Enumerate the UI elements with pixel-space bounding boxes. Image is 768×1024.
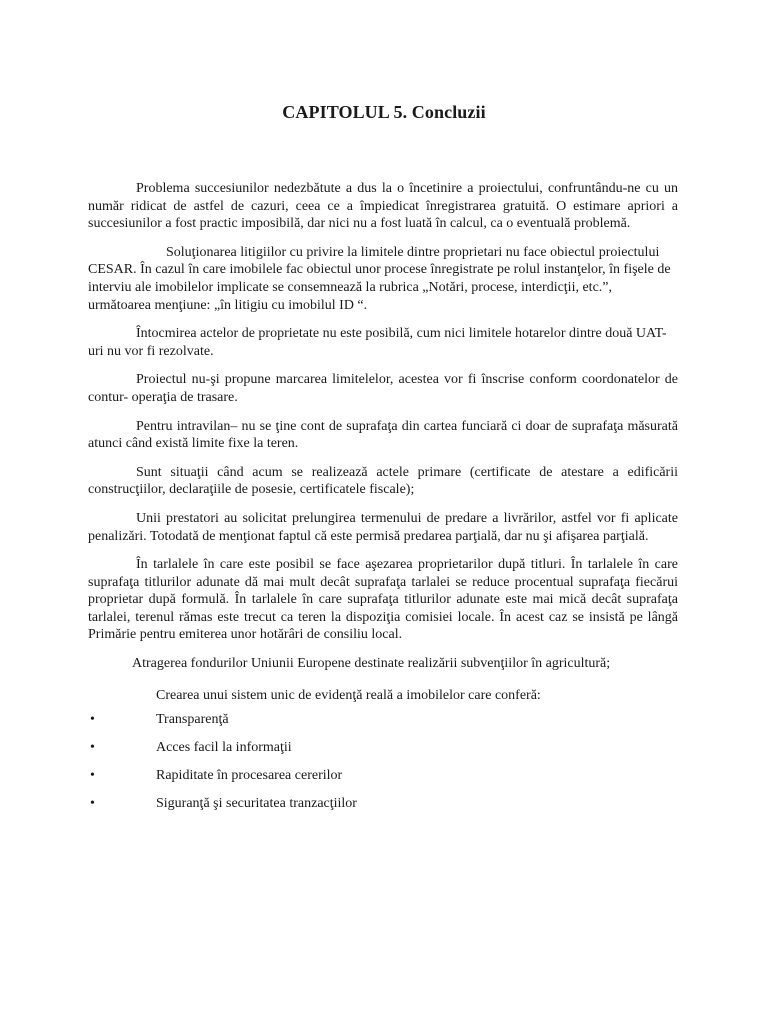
benefits-list (88, 711, 678, 823)
paragraph-intravilan: Pentru intravilan– nu se ţine cont de suprafaţa din cartea funciară ci doar de suprafaţa măsurată atunci când există limite fixe la teren. (88, 418, 678, 452)
paragraph-litigation: Soluţionarea litigiilor cu privire la limitele dintre proprietari nu face obiectul proiectului CESAR. În cazul în care imobilele fac obiectul unor procese înregistrate pe rolul instanţelor, în fişele de interviu ale imobilelor implicate se consemnează la rubrica „Notări, procese, interdicţii, etc.”, următoarea menţiune: „în litigiu cu imobilul ID “. (88, 244, 671, 313)
paragraph-property-acts: Întocmirea actelor de proprietate nu este posibilă, cum nici limitele hotarelor dintre două UAT-uri nu vor fi rezolvate. (88, 326, 667, 359)
chapter-title: CAPITOLUL 5. Concluzii (282, 102, 486, 122)
paragraph-primary-acts: Sunt situaţii când acum se realizează actele primare (certificate de atestare a edificării construcţiilor, declaraţiile de posesie, certificatele fiscale); (88, 464, 678, 498)
list-item-text: Rapiditate în procesarea cererilor (156, 768, 343, 784)
bullet-marker: • (90, 768, 95, 784)
list-item (88, 739, 678, 767)
list-item-text: Transparenţă (156, 712, 229, 728)
document-body (88, 180, 678, 823)
paragraph-eu-funds: Atragerea fondurilor Uniunii Europene destinate realizării subvenţiilor în agricultură; (132, 656, 611, 672)
bullet-marker: • (90, 740, 95, 756)
bullet-marker: • (90, 712, 95, 728)
paragraph-boundary-marking: Proiectul nu-şi propune marcarea limitelelor, acestea vor fi înscrise conform coordonatelor de contur- operaţia de trasare. (88, 372, 678, 405)
bullet-marker: • (90, 796, 95, 812)
list-item-text: Acces facil la informaţii (156, 740, 292, 756)
list-item (88, 767, 678, 795)
list-item (88, 711, 678, 739)
paragraph-contractors: Unii prestatori au solicitat prelungirea termenului de predare a livrărilor, astfel vor fi aplicate penalizări. Totodată de menţionat faptul că este permisă predarea parţială, dar nu şi afişarea parţială. (88, 510, 678, 544)
paragraph-succession: Problema succesiunilor nedezbătute a dus la o încetinire a proiectului, confruntându-ne cu un număr ridicat de astfel de cazuri, ceea ce a împiedicat înregistrarea gratuită. O estimare apriori a succesiunilor a fost practic imposibilă, dar nici nu a fost luată în calcul, ca o eventuală problemă. (88, 181, 678, 232)
list-item (88, 795, 678, 823)
paragraph-system-intro: Crearea unui sistem unic de evidenţă reală a imobilelor care conferă: (156, 687, 541, 703)
list-item-text: Siguranţă şi securitatea tranzacţiilor (156, 796, 357, 812)
paragraph-plots: În tarlalele în care este posibil se face aşezarea proprietarilor după titluri. În tarlalele în care suprafaţa titlurilor adunate dă mai mult decât suprafaţa tarlalei se reduce procentual suprafaţa fiecărui proprietar după formulă. În tarlalele în care suprafaţa titlurilor adunate este mai mică decât suprafaţa tarlalei, terenul rămas este trecut ca teren la dispoziţia comisiei locale. În acest caz se insistă pe lângă Primărie pentru emiterea unor hotărâri de consiliu local. (88, 557, 678, 643)
